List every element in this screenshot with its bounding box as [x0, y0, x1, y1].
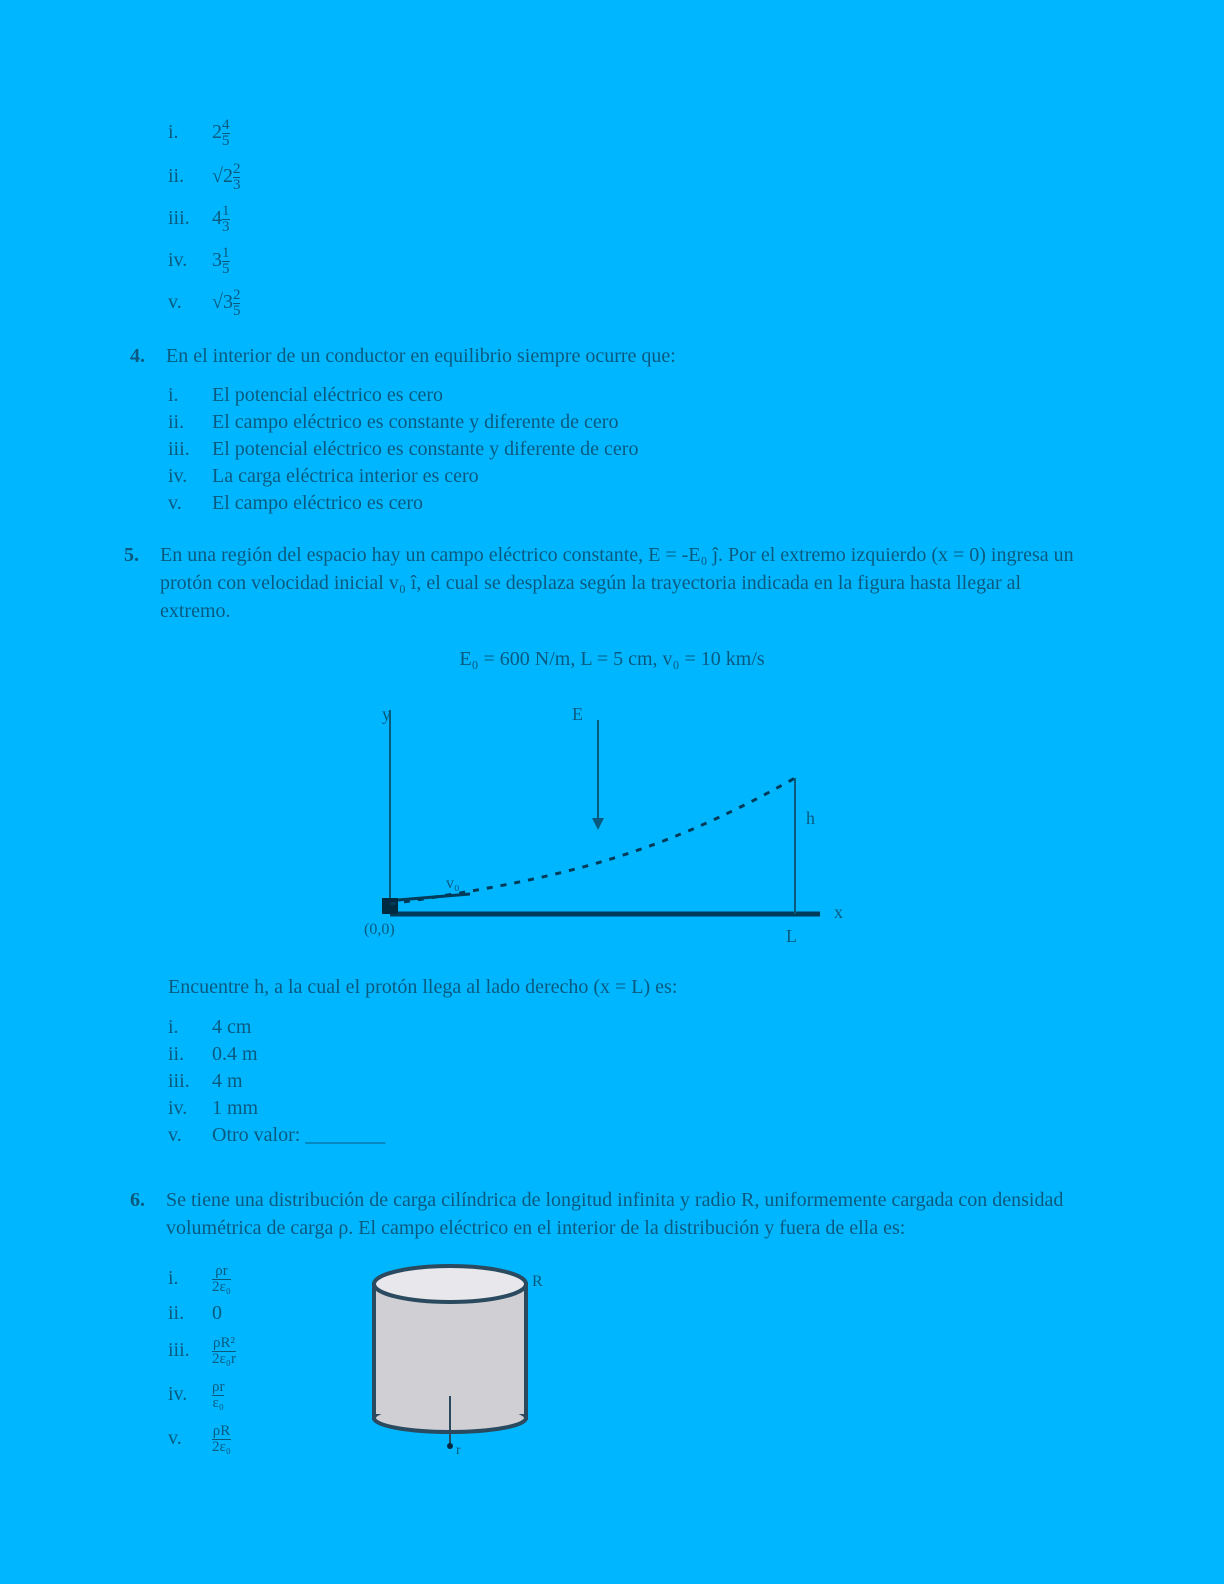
fraction: [233, 288, 241, 319]
formula: E₀ = 600 N/m, L = 5 cm, v₀ = 10 km/s: [459, 648, 765, 670]
option-number: iv.: [168, 465, 188, 487]
option: [168, 1300, 222, 1326]
fraction: [212, 1380, 224, 1411]
denominator: 3: [232, 177, 241, 193]
option-number: ii.: [168, 1043, 185, 1065]
numerator: ρR²: [213, 1335, 236, 1351]
option: [168, 287, 241, 319]
question-number: 5.: [124, 544, 139, 566]
option-number: v.: [168, 492, 182, 514]
option-coef: 4: [212, 207, 222, 230]
option: [168, 1041, 258, 1067]
option: [168, 463, 479, 489]
trajectory-diagram: [350, 690, 870, 950]
x-label: x: [834, 902, 843, 922]
option-number: iv.: [168, 1097, 188, 1119]
numerator: 4: [222, 117, 230, 133]
question-text: En el interior de un conductor en equilibrio siempre ocurre que:: [166, 345, 676, 367]
numerator: ρR: [212, 1423, 231, 1439]
option: [168, 117, 230, 149]
numerator: 2: [232, 287, 241, 303]
l-label: L: [786, 926, 797, 946]
question-6: [130, 1186, 1090, 1242]
numerator: 2: [232, 161, 241, 177]
option-number: iv.: [168, 1383, 188, 1406]
option: [168, 1068, 243, 1094]
option-number: ii.: [168, 165, 185, 188]
question-number: 6.: [130, 1189, 145, 1211]
denominator: 3: [222, 219, 230, 235]
option-text: La carga eléctrica interior es cero: [212, 465, 479, 487]
option-number: iii.: [168, 207, 190, 230]
fraction: [212, 1424, 231, 1455]
option: [168, 436, 638, 462]
field-arrowhead: [592, 818, 604, 830]
numerator: ρr: [212, 1379, 225, 1395]
option-number: i.: [168, 1267, 179, 1290]
option-text: 4 cm: [212, 1016, 252, 1038]
option-text: 0.4 m: [212, 1043, 258, 1065]
option-text: 1 mm: [212, 1097, 259, 1119]
option-number: iv.: [168, 249, 188, 272]
fraction: [212, 1336, 236, 1367]
option-text: El potencial eléctrico es constante y diferente de cero: [212, 438, 639, 460]
denominator: 2ε₀r: [212, 1351, 237, 1367]
option: [168, 1379, 225, 1411]
option-text: El campo eléctrico es cero: [212, 492, 423, 514]
y-label: y: [382, 704, 391, 724]
option: [168, 490, 423, 516]
numerator: 1: [222, 245, 230, 261]
cylinder-diagram: [360, 1256, 560, 1456]
velocity-arrow: [398, 894, 470, 900]
option-number: iii.: [168, 1339, 190, 1362]
proton-marker: [382, 898, 398, 914]
option: [168, 1014, 251, 1040]
cylinder-top: [374, 1266, 526, 1302]
option-coef: √3: [212, 291, 233, 314]
denominator: 2ε₀: [212, 1279, 232, 1295]
option-number: i.: [168, 1016, 179, 1038]
axis-point: [447, 1443, 453, 1449]
numerator: 1: [222, 203, 230, 219]
option-number: ii.: [168, 1302, 185, 1324]
option: [168, 245, 230, 277]
axis-label: r: [456, 1443, 461, 1456]
question-number: 4.: [130, 345, 145, 367]
subquestion-text: Encuentre h, a la cual el protón llega al lado derecho (x = L) es:: [168, 976, 678, 998]
option-number: v.: [168, 1427, 182, 1450]
option-coef: 2: [212, 121, 222, 144]
option-coef: 3: [212, 249, 222, 272]
option-text: Otro valor: ________: [212, 1124, 386, 1146]
h-label: h: [806, 808, 815, 828]
option: [168, 382, 443, 408]
denominator: ε₀: [212, 1395, 224, 1411]
option: [168, 1335, 237, 1367]
question-text: En una región del espacio hay un campo eléctrico constante, E = -E₀ ĵ. Por el extremo izquierdo (x = 0) ingresa un protón con velocidad inicial v₀ î, el cual se desplaza según la trayectoria indicada en la figura hasta llegar al extremo.: [160, 544, 1074, 622]
e-label: E: [572, 704, 583, 724]
option-text: El potencial eléctrico es cero: [212, 384, 443, 406]
option-number: v.: [168, 291, 182, 314]
r-label: R: [532, 1273, 543, 1290]
denominator: 5: [222, 261, 230, 277]
option: [168, 1263, 232, 1295]
option-number: iii.: [168, 1070, 190, 1092]
option-number: v.: [168, 1124, 182, 1146]
option: [168, 1095, 258, 1121]
question-text: Se tiene una distribución de carga cilíndrica de longitud infinita y radio R, uniformemente cargada con densidad volumétrica de carga ρ. El campo eléctrico en el interior de la distribución y fuera de ella es:: [166, 1189, 1064, 1239]
option-coef: √2: [212, 165, 233, 188]
option-text: 0: [212, 1302, 222, 1324]
option: [168, 203, 230, 235]
denominator: 5: [232, 303, 241, 319]
origin-label: (0,0): [364, 921, 395, 938]
option-number: i.: [168, 384, 179, 406]
denominator: 5: [222, 133, 230, 149]
option-text: El campo eléctrico es constante y diferente de cero: [212, 411, 619, 433]
option: [168, 1423, 232, 1455]
fraction: [222, 246, 230, 277]
option: [168, 161, 241, 193]
option: [168, 409, 618, 435]
fraction: [222, 204, 230, 235]
question-5: [124, 541, 1084, 625]
fraction: [212, 1264, 231, 1295]
option-number: ii.: [168, 411, 185, 433]
fraction: [233, 162, 241, 193]
denominator: 2ε₀: [212, 1439, 232, 1455]
question-4: [130, 342, 1090, 370]
option-text: 4 m: [212, 1070, 243, 1092]
option-number: i.: [168, 121, 179, 144]
v0-label: v₀: [446, 875, 460, 892]
fraction: [222, 118, 230, 149]
numerator: ρr: [215, 1263, 228, 1279]
option: [168, 1122, 385, 1148]
option-number: iii.: [168, 438, 190, 460]
